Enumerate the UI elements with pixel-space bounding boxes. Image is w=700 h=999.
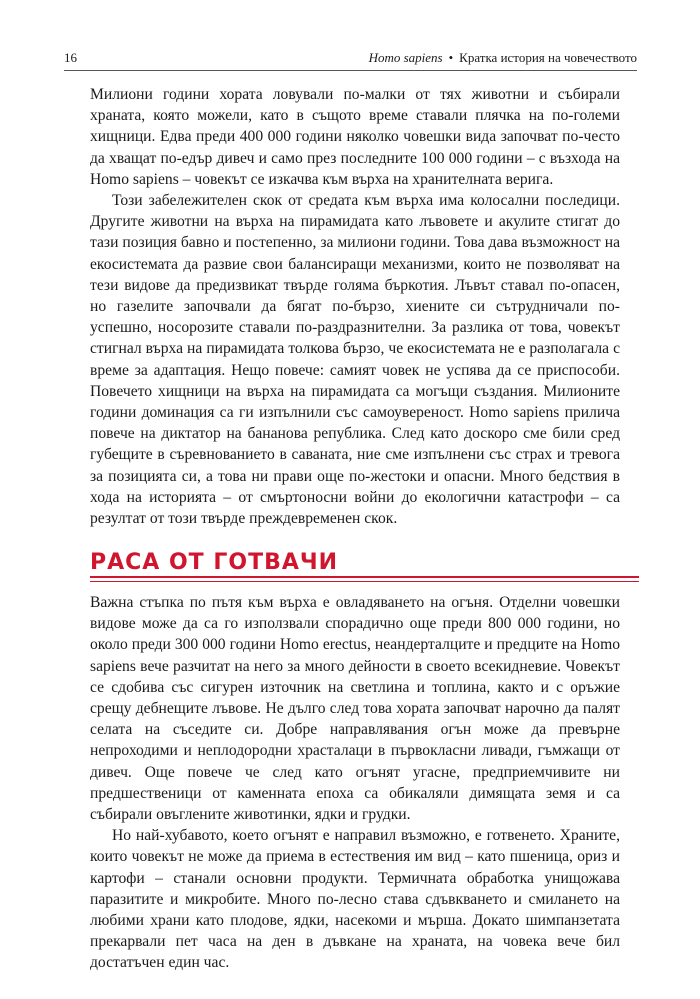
- running-head-rule: [64, 70, 637, 71]
- body-paragraph: Този забележителен скок от средата към върха има колосални последици. Другите животни на върха на пирамидата като лъвовете и акулите стигат до тази позиция бавно и постепенно, за милиони години. Това дава възможност на екосистемата да развие свои балансиращи механизми, които не позволяват на тези видове да предизвикат твърде голяма бъркотия. Лъвът ставал по-опасен, но газелите започвали да бягат по-бързо, хиените си сътрудничали по-успешно, носорозите ставали по-раздразнителни. За разлика от това, човекът стигнал върха на пирамидата толкова бързо, че екосистемата не е разполагала с време за адаптация. Нещо повече: самият човек не успява да се приспособи. Повечето хищници на върха на пирамидата са могъщи създания. Милионите години доминация са ги изпълнили със самоувереност. Homo sapiens прилича повече на диктатор на бананова република. След като доскоро сме били сред губещите в съревнованието в саваната, ние сме изпълнени със страх и тревога за позицията си, а това ни прави още по-жестоки и опасни. Много бедствия в хода на историята – от смъртоносни войни до екологични катастрофи – са резултат от този твърде преждевременен скок.: [90, 192, 620, 528]
- body-paragraph: Но най-хубавото, което огънят е направил възможно, е готвенето. Храните, които човекът не може да приема в естествения им вид – като пшеница, ориз и картофи – станали основни продукти. Термичната обработка унищожава паразитите и микробите. Много по-лесно става сдъвкването и смилането на любими храни като плодове, ядки, насекоми и мърша. Докато шимпанзетата прекарвали пет часа на ден в дъвкане на храната, на човека вече бил достатъчен един час.: [90, 827, 620, 972]
- running-head: [64, 46, 637, 68]
- running-title-subtitle: Кратка история на човечеството: [459, 50, 637, 65]
- body-paragraph: Милиони години хората ловували по-малки от тях животни и събирали храната, която можели, като в същото време ставали плячка на по-големи хищници. Едва преди 400 000 години няколко човешки вида започват по-често да хващат по-едър дивеч и само през последните 100 000 години – с възхода на Homo sapiens – човекът се изкачва към върха на хранителната верига.: [90, 86, 620, 188]
- page-number: 16: [64, 50, 77, 65]
- section-text: [90, 592, 620, 974]
- body-paragraph: Важна стъпка по пътя към върха е овладяването на огъня. Отделни човешки видове може да са го използвали спорадично още преди 800 000 години, но около преди 300 000 години Homo erectus, неандерталците и предците на Homo sapiens вече разчитат на него за много дейности в своето всекидневие. Човекът се сдобива със сигурен източник на светлина и топлина, както и с оръжие срещу дебнещите лъвове. Не дълго след това хората започват нарочно да палят селата на съседите си. Добре направлявания огън може да превърне непроходими и неплодородни храсталаци в първокласни ливади, гъмжащи от дивеч. Още повече че след като огънят угасне, предприемчивите ни предшественици от каменната епоха са обикаляли димящата земя и са събирали овъглените животинки, ядки и грудки.: [90, 594, 620, 824]
- running-title-book: Homo sapiens: [368, 50, 443, 65]
- running-title: [369, 50, 637, 66]
- running-title-separator: •: [448, 50, 454, 65]
- section-heading-rule-thin: [90, 581, 639, 582]
- section-heading: РАСА ОТ ГОТВАЧИ: [90, 550, 339, 575]
- intro-text: [90, 84, 620, 529]
- section-heading-rule: [90, 576, 639, 578]
